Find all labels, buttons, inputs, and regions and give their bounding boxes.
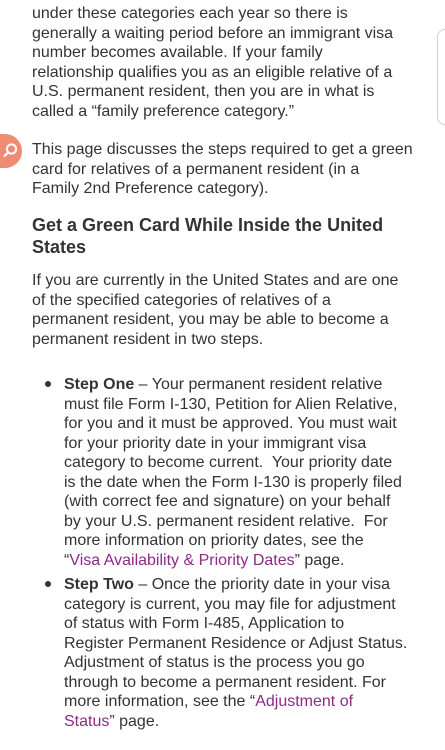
step-one-line: more information on priority dates, see the <box>64 532 364 549</box>
step-one-last-line <box>64 551 402 571</box>
side-panel-edge[interactable] <box>437 29 445 125</box>
page-suffix: ” page. <box>109 712 160 730</box>
list-item-step-one <box>64 375 402 570</box>
intro-line: generally a waiting period before an immigrant visa <box>32 24 394 42</box>
step-one-line: for you and it must be approved. You must wait <box>64 415 397 432</box>
intro-line: relationship qualifies you as an eligible relative of a <box>32 63 393 81</box>
intro-line: U.S. permanent resident, then you are in what is <box>32 83 375 100</box>
intro-paragraph <box>32 4 393 121</box>
adjustment-of-status-link[interactable]: Status <box>64 712 110 730</box>
steps-intro-line: If you are currently in the United States and are one <box>32 272 399 289</box>
steps-intro-line: of the specified categories of relatives of a <box>32 291 331 309</box>
step-two-line: Register Permanent Residence or Adjust Status. <box>64 634 408 652</box>
steps-intro-paragraph <box>32 271 398 349</box>
step-one-label: Step One <box>64 376 135 393</box>
step-two-last-line <box>64 712 407 732</box>
intro-line: called a “family preference category.” <box>32 102 295 120</box>
step-two-first-line <box>64 575 407 595</box>
step-one-text: – Your permanent resident relative <box>134 376 383 393</box>
page-note-line: This page discusses the steps required to get a green <box>32 141 413 158</box>
visa-availability-link[interactable]: Visa Availability & Priority Dates <box>69 551 295 569</box>
intro-line: number becomes available. If your family <box>32 44 323 61</box>
steps-intro-line: permanent resident, you may be able to become a <box>32 311 389 328</box>
link-prefix-text: more information, see the “ <box>64 693 256 710</box>
search-icon <box>0 134 22 168</box>
step-two-line: category is current, you may file for adjustment <box>64 595 396 613</box>
page-note-line: card for relatives of a permanent resident (in a <box>32 160 360 178</box>
step-two-line: through to become a permanent resident. For <box>64 673 386 691</box>
step-one-line: must file Form I-130, Petition for Alien Relative, <box>64 395 398 413</box>
bullet-icon <box>45 381 51 387</box>
page-suffix: ” page. <box>294 551 345 569</box>
quote-open: “ <box>64 551 70 569</box>
step-one-first-line <box>64 375 402 395</box>
section-heading <box>32 214 383 258</box>
step-one-line: category to become current. Your priority date <box>64 454 393 471</box>
step-one-line: (with correct fee and signature) on your behalf <box>64 493 391 510</box>
heading-line: Get a Green Card While Inside the United <box>32 215 384 235</box>
step-two-link-line <box>64 692 407 712</box>
heading-line: States <box>32 237 87 257</box>
step-two-label: Step Two <box>64 576 134 593</box>
step-two-line: of status with Form I-485, Application to <box>64 615 345 632</box>
step-one-line: by your U.S. permanent resident relative. For <box>64 512 388 530</box>
search-tab[interactable] <box>0 134 22 168</box>
step-one-line: for your priority date in your immigrant visa <box>64 434 367 452</box>
list-item-step-two <box>64 575 407 731</box>
intro-line: under these categories each year so there is <box>32 5 348 22</box>
bullet-icon <box>45 581 51 587</box>
steps-intro-line: permanent resident in two steps. <box>32 330 264 348</box>
step-one-line: is the date when the Form I-130 is properly filed <box>64 473 402 491</box>
step-two-line: Adjustment of status is the process you go <box>64 654 365 671</box>
step-two-text: – Once the priority date in your visa <box>133 576 391 593</box>
page-note-line: Family 2nd Preference category). <box>32 180 269 197</box>
page-note-paragraph <box>32 140 413 199</box>
adjustment-of-status-link[interactable]: Adjustment of <box>255 693 354 710</box>
